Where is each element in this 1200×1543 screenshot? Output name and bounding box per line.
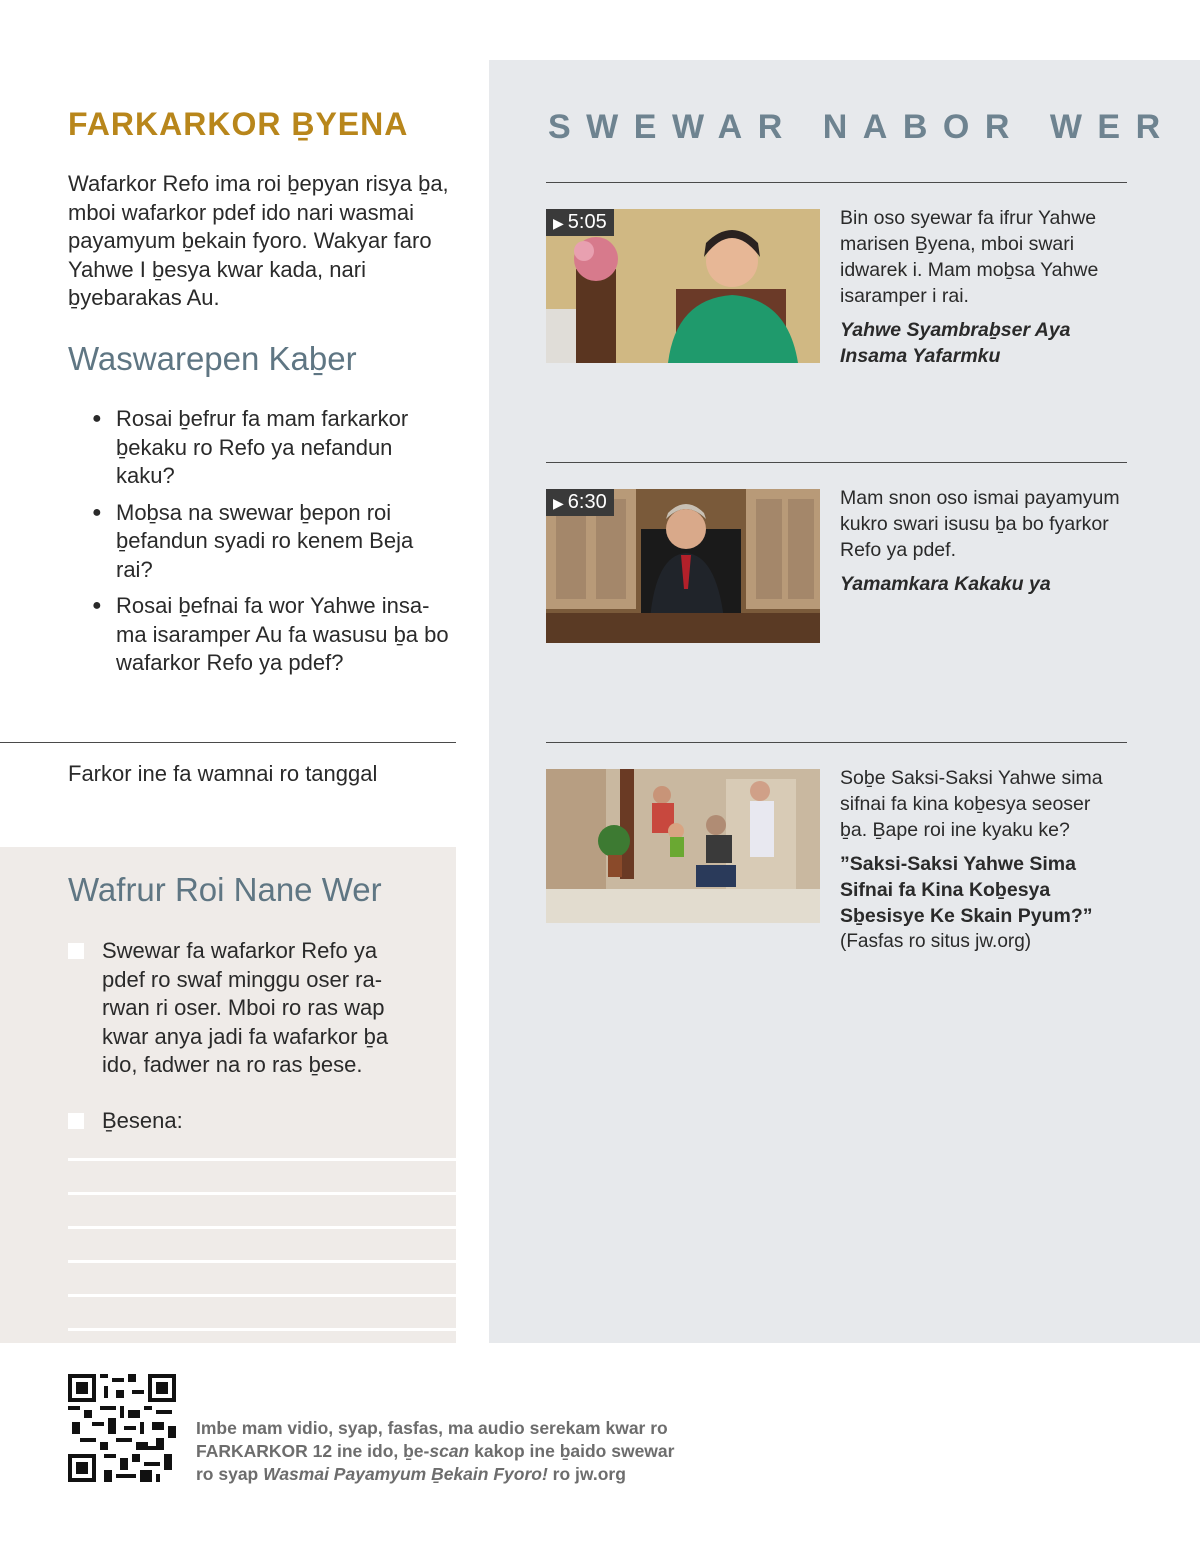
video-title[interactable]: Yahwe Syambraḇser Aya Insama Yafarmku — [840, 319, 1071, 367]
review-questions — [90, 405, 450, 686]
bullet-icon: ● — [92, 597, 102, 614]
try-this-box — [0, 847, 456, 1343]
checkbox[interactable] — [68, 943, 84, 959]
qr-code[interactable] — [68, 1374, 176, 1482]
section-title: FARKARKOR ḆYENA — [68, 106, 409, 142]
divider — [546, 182, 1127, 183]
date-note: Farkor ine fa wamnai ro tanggal — [68, 761, 378, 786]
qr-code-icon — [68, 1374, 176, 1482]
question-item: ● Rosai ḇefrur fa mam farkarkor ḇekaku ro Refo ya nefandun kaku? — [92, 406, 409, 488]
write-line — [68, 1294, 456, 1297]
video-thumbnail[interactable] — [546, 489, 820, 643]
bullet-icon: ● — [92, 503, 102, 521]
video-thumbnail[interactable] — [546, 209, 820, 363]
duration-badge: ▶ 6:30 — [546, 489, 614, 516]
question-item: ● Moḇsa na swewar ḇepon roi ḇefandun syadi ro kenem Beja rai? — [92, 499, 414, 582]
write-line — [68, 1226, 456, 1229]
divider — [546, 742, 1127, 743]
intro-paragraph: Wafarkor Refo ima roi ḇepyan risya ḇa, mboi wafarkor pdef ido nari wasmai payamyum ḇekain fyoro. Wakyar faro Yahwe I ḇesya kwar kada, nari ḇyebarakas Au. — [68, 171, 449, 310]
video-title[interactable]: Yamamkara Kakaku ya — [840, 573, 1051, 595]
article-description: Soḇe Saksi-Saksi Yahwe sima sifnai fa kina koḇesya seoser ḇa. Ḇape roi ine kyaku ke? ”Saksi-Saksi Yahwe Sima Sifnai fa Kina Koḇesya Sḇesisye Ke Skain Pyum?” (Fasfas ro situs jw.org) — [840, 765, 1120, 955]
video-description: Bin oso syewar fa ifrur Yahwe marisen Ḇyena, mboi swari idwarek i. Mam moḇsa Yahwe isaramper i rai. Yahwe Syambraḇser Aya Insama Yafarmku — [840, 205, 1120, 369]
write-line — [68, 1192, 456, 1195]
family-greeting-image — [546, 769, 820, 923]
try-this-heading: Wafrur Roi Nane Wer — [68, 871, 382, 908]
duration-badge: ▶ 5:05 — [546, 209, 614, 236]
review-heading: Waswarepen Kaḇer — [68, 340, 357, 377]
bullet-icon: ● — [92, 410, 102, 427]
article-source: (Fasfas ro situs jw.org) — [840, 931, 1032, 952]
play-icon: ▶ — [553, 495, 564, 511]
divider — [0, 742, 456, 743]
divider — [546, 462, 1127, 463]
article-thumbnail[interactable] — [546, 769, 820, 923]
write-line — [68, 1260, 456, 1263]
explore-heading: SWEWAR NABOR WER — [548, 108, 1176, 146]
write-line — [68, 1328, 456, 1331]
checkbox[interactable] — [68, 1113, 84, 1129]
question-item: ● Rosai ḇefnai fa wor Yahwe insama isaramper Au fa wasusu ḇa bo wafarkor Refo ya pdef? — [92, 593, 449, 675]
play-icon: ▶ — [553, 215, 564, 231]
checklist-item: Swewar fa wafarkor Refo ya pdef ro swaf minggu oser rarwan ri oser. Mboi ro ras wap kwar anya jadi fa wafarkor ḇa ido, fadwer na ro ras ḇese. — [68, 937, 418, 1080]
video-description: Mam snon oso ismai payamyum kukro swari isusu ḇa bo fyarkor Refo ya pdef. Yamamkara Kakaku ya — [840, 487, 1120, 595]
checklist-item: Ḇesena: — [68, 1107, 418, 1136]
write-line — [68, 1158, 456, 1161]
article-title[interactable]: ”Saksi-Saksi Yahwe Sima Sifnai fa Kina Koḇesya Sḇesisye Ke Skain Pyum?” — [840, 853, 1093, 927]
footer-text: Imbe mam vidio, syap, fasfas, ma audio serekam kwar ro FARKARKOR 12 ine ido, ḇe-scan kakop ine ḇaido swewar ro syap Wasmai Payamyum Ḇekain Fyoro! ro jw.org — [196, 1418, 675, 1484]
